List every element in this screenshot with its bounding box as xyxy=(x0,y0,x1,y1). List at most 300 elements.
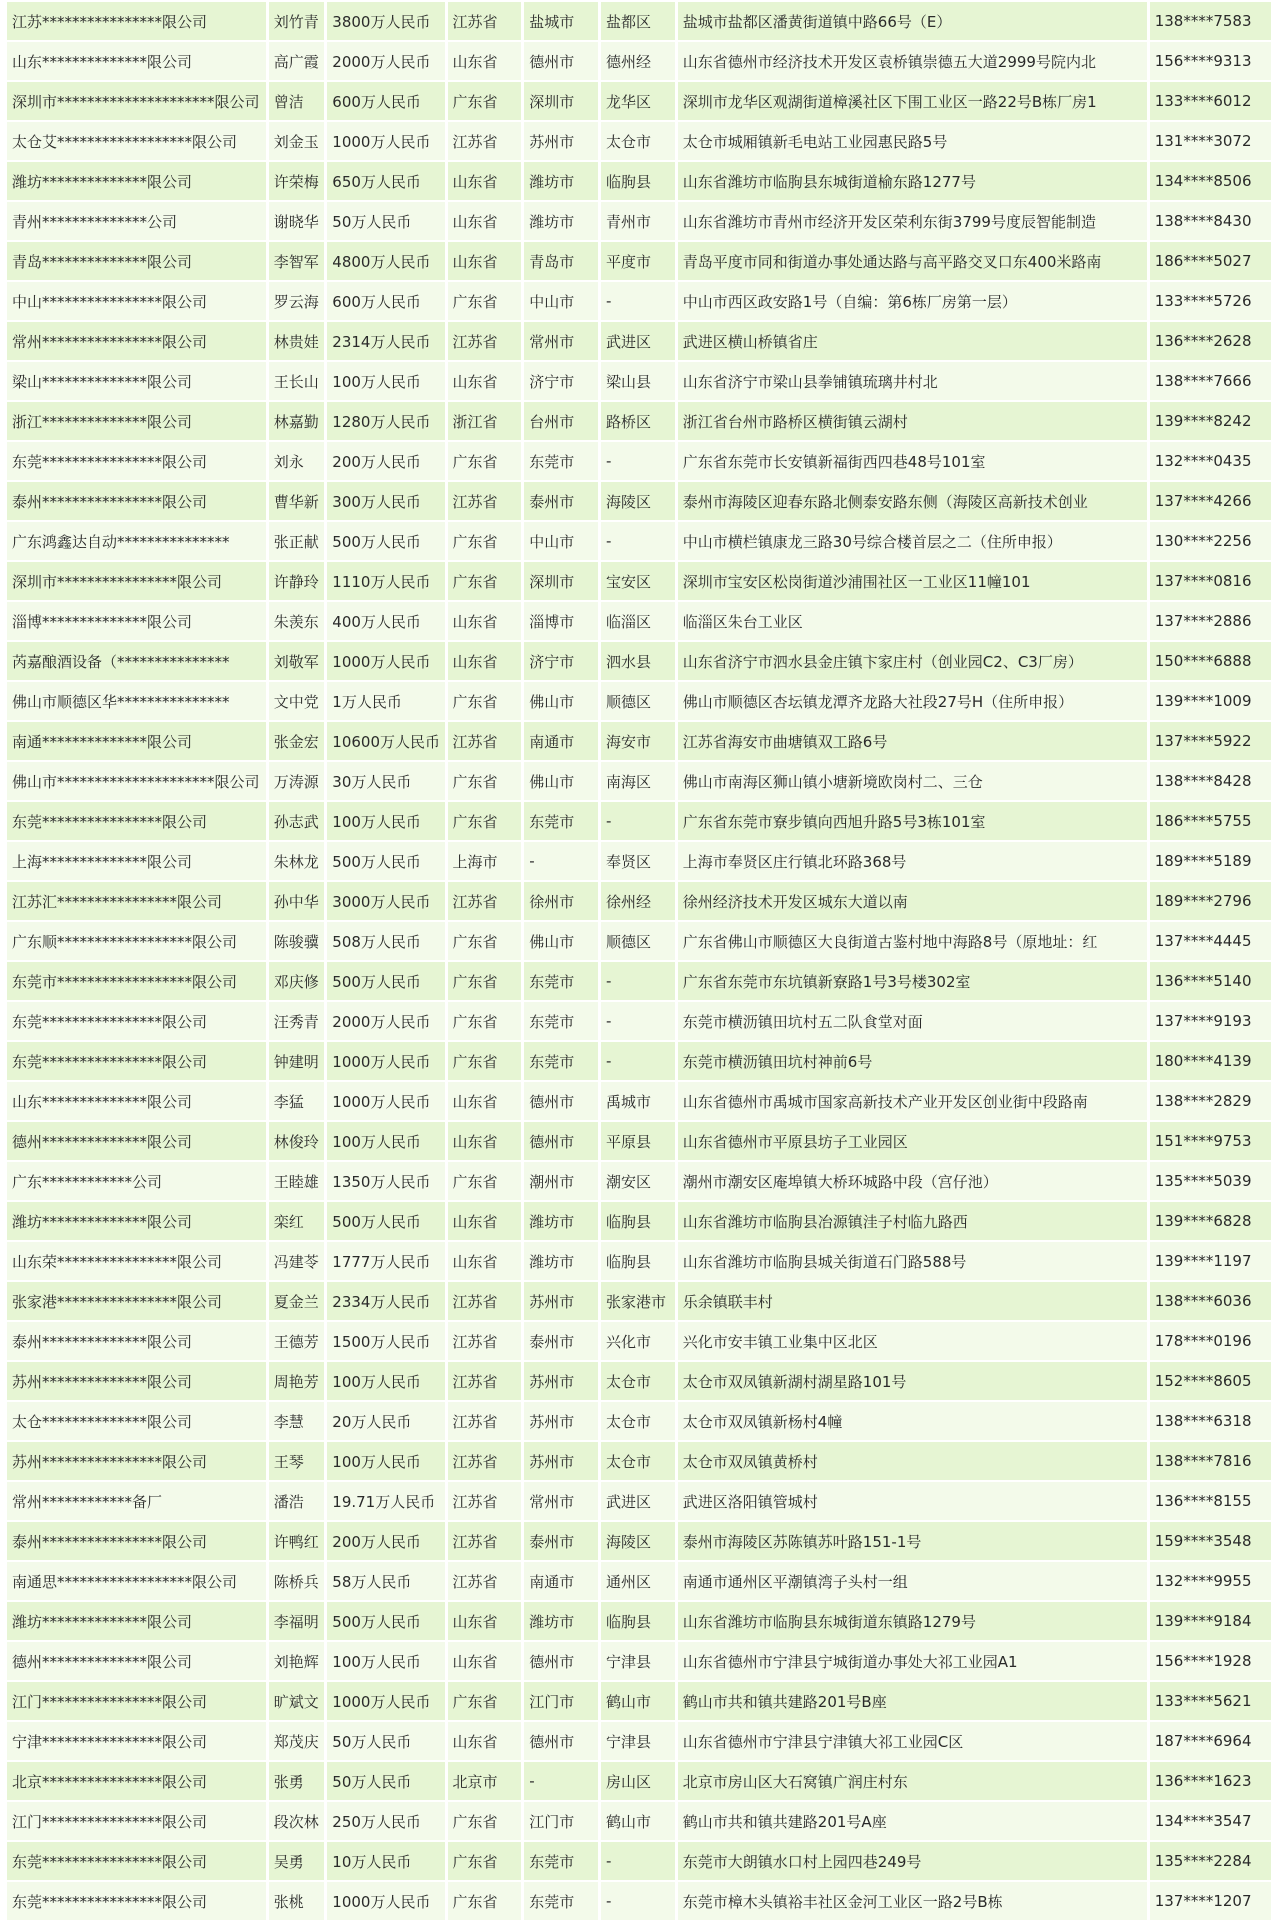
registered-capital-cell: 200万人民币 xyxy=(327,1522,444,1560)
company-name-cell: 苏州**************限公司 xyxy=(7,1362,266,1400)
legal-person-cell: 高广霞 xyxy=(269,42,325,80)
address-cell: 深圳市宝安区松岗街道沙浦围社区一工业区11幢101 xyxy=(678,562,1147,600)
table-row xyxy=(7,1162,1271,1200)
city-cell: 深圳市 xyxy=(524,562,598,600)
company-name-cell: 东莞****************限公司 xyxy=(7,1882,266,1920)
address-cell: 临淄区朱台工业区 xyxy=(678,602,1147,640)
legal-person-cell: 文中党 xyxy=(269,682,325,720)
registered-capital-cell: 1000万人民币 xyxy=(327,1682,444,1720)
phone-cell: 186****5755 xyxy=(1150,802,1271,840)
city-cell: 南通市 xyxy=(524,722,598,760)
city-cell: 德州市 xyxy=(524,1722,598,1760)
district-cell: 南海区 xyxy=(601,762,675,800)
company-name-cell: 常州****************限公司 xyxy=(7,322,266,360)
company-name-cell: 深圳市*********************限公司 xyxy=(7,82,266,120)
phone-cell: 138****7666 xyxy=(1150,362,1271,400)
table-row xyxy=(7,1602,1271,1640)
district-cell: 临朐县 xyxy=(601,1202,675,1240)
province-cell: 广东省 xyxy=(448,962,522,1000)
city-cell: 潍坊市 xyxy=(524,162,598,200)
address-cell: 江苏省海安市曲塘镇双工路6号 xyxy=(678,722,1147,760)
province-cell: 广东省 xyxy=(448,1002,522,1040)
district-cell: 盐都区 xyxy=(601,2,675,40)
district-cell: 海安市 xyxy=(601,722,675,760)
phone-cell: 136****5140 xyxy=(1150,962,1271,1000)
table-row xyxy=(7,842,1271,880)
table-row xyxy=(7,1842,1271,1880)
company-name-cell: 潍坊**************限公司 xyxy=(7,1202,266,1240)
table-body xyxy=(7,2,1271,1920)
company-name-cell: 江门****************限公司 xyxy=(7,1682,266,1720)
phone-cell: 178****0196 xyxy=(1150,1322,1271,1360)
district-cell: 顺德区 xyxy=(601,682,675,720)
phone-cell: 187****6964 xyxy=(1150,1722,1271,1760)
city-cell: 德州市 xyxy=(524,1082,598,1120)
district-cell: 龙华区 xyxy=(601,82,675,120)
district-cell: - xyxy=(601,522,675,560)
registered-capital-cell: 600万人民币 xyxy=(327,282,444,320)
legal-person-cell: 刘艳辉 xyxy=(269,1642,325,1680)
registered-capital-cell: 500万人民币 xyxy=(327,842,444,880)
registered-capital-cell: 600万人民币 xyxy=(327,82,444,120)
registered-capital-cell: 100万人民币 xyxy=(327,1442,444,1480)
company-name-cell: 山东**************限公司 xyxy=(7,42,266,80)
company-name-cell: 山东荣****************限公司 xyxy=(7,1242,266,1280)
phone-cell: 150****6888 xyxy=(1150,642,1271,680)
city-cell: 泰州市 xyxy=(524,1322,598,1360)
district-cell: 宁津县 xyxy=(601,1722,675,1760)
table-row xyxy=(7,442,1271,480)
province-cell: 江苏省 xyxy=(448,322,522,360)
registered-capital-cell: 20万人民币 xyxy=(327,1402,444,1440)
table-row xyxy=(7,1242,1271,1280)
province-cell: 浙江省 xyxy=(448,402,522,440)
phone-cell: 136****8155 xyxy=(1150,1482,1271,1520)
district-cell: - xyxy=(601,442,675,480)
province-cell: 江苏省 xyxy=(448,1402,522,1440)
table-row xyxy=(7,1202,1271,1240)
phone-cell: 156****1928 xyxy=(1150,1642,1271,1680)
registered-capital-cell: 30万人民币 xyxy=(327,762,444,800)
table-row xyxy=(7,122,1271,160)
address-cell: 徐州经济技术开发区城东大道以南 xyxy=(678,882,1147,920)
address-cell: 山东省潍坊市临朐县冶源镇洼子村临九路西 xyxy=(678,1202,1147,1240)
legal-person-cell: 孙中华 xyxy=(269,882,325,920)
legal-person-cell: 李猛 xyxy=(269,1082,325,1120)
company-name-cell: 宁津****************限公司 xyxy=(7,1722,266,1760)
legal-person-cell: 刘敬军 xyxy=(269,642,325,680)
city-cell: 德州市 xyxy=(524,1642,598,1680)
address-cell: 太仓市双凤镇黄桥村 xyxy=(678,1442,1147,1480)
province-cell: 江苏省 xyxy=(448,1482,522,1520)
table-row xyxy=(7,1042,1271,1080)
phone-cell: 189****5189 xyxy=(1150,842,1271,880)
district-cell: 顺德区 xyxy=(601,922,675,960)
city-cell: 泰州市 xyxy=(524,1522,598,1560)
province-cell: 广东省 xyxy=(448,1042,522,1080)
registered-capital-cell: 3000万人民币 xyxy=(327,882,444,920)
company-name-cell: 东莞****************限公司 xyxy=(7,1842,266,1880)
address-cell: 浙江省台州市路桥区横街镇云湖村 xyxy=(678,402,1147,440)
phone-cell: 186****5027 xyxy=(1150,242,1271,280)
phone-cell: 133****5726 xyxy=(1150,282,1271,320)
registered-capital-cell: 500万人民币 xyxy=(327,1602,444,1640)
registered-capital-cell: 1280万人民币 xyxy=(327,402,444,440)
legal-person-cell: 张金宏 xyxy=(269,722,325,760)
phone-cell: 180****4139 xyxy=(1150,1042,1271,1080)
legal-person-cell: 李智军 xyxy=(269,242,325,280)
legal-person-cell: 潘浩 xyxy=(269,1482,325,1520)
table-row xyxy=(7,2,1271,40)
city-cell: 德州市 xyxy=(524,42,598,80)
legal-person-cell: 王德芳 xyxy=(269,1322,325,1360)
registered-capital-cell: 100万人民币 xyxy=(327,1362,444,1400)
province-cell: 山东省 xyxy=(448,642,522,680)
province-cell: 山东省 xyxy=(448,42,522,80)
registered-capital-cell: 58万人民币 xyxy=(327,1562,444,1600)
table-row xyxy=(7,1722,1271,1760)
city-cell: 潍坊市 xyxy=(524,1602,598,1640)
district-cell: 泗水县 xyxy=(601,642,675,680)
address-cell: 东莞市大朗镇水口村上园四巷249号 xyxy=(678,1842,1147,1880)
province-cell: 山东省 xyxy=(448,602,522,640)
province-cell: 山东省 xyxy=(448,162,522,200)
company-name-cell: 深圳市****************限公司 xyxy=(7,562,266,600)
legal-person-cell: 王睦雄 xyxy=(269,1162,325,1200)
district-cell: 临朐县 xyxy=(601,162,675,200)
legal-person-cell: 刘竹青 xyxy=(269,2,325,40)
table-row xyxy=(7,1482,1271,1520)
address-cell: 泰州市海陵区迎春东路北侧泰安路东侧（海陵区高新技术创业 xyxy=(678,482,1147,520)
address-cell: 上海市奉贤区庄行镇北环路368号 xyxy=(678,842,1147,880)
phone-cell: 152****8605 xyxy=(1150,1362,1271,1400)
table-row xyxy=(7,762,1271,800)
table-row xyxy=(7,1762,1271,1800)
address-cell: 泰州市海陵区苏陈镇苏叶路151-1号 xyxy=(678,1522,1147,1560)
registered-capital-cell: 50万人民币 xyxy=(327,1722,444,1760)
district-cell: 武进区 xyxy=(601,322,675,360)
company-name-cell: 淄博**************限公司 xyxy=(7,602,266,640)
company-table xyxy=(4,0,1274,1922)
city-cell: 常州市 xyxy=(524,322,598,360)
address-cell: 鹤山市共和镇共建路201号B座 xyxy=(678,1682,1147,1720)
table-row xyxy=(7,1642,1271,1680)
city-cell: 东莞市 xyxy=(524,962,598,1000)
registered-capital-cell: 500万人民币 xyxy=(327,1202,444,1240)
province-cell: 广东省 xyxy=(448,682,522,720)
phone-cell: 138****8430 xyxy=(1150,202,1271,240)
district-cell: 临朐县 xyxy=(601,1602,675,1640)
registered-capital-cell: 1000万人民币 xyxy=(327,642,444,680)
phone-cell: 138****2829 xyxy=(1150,1082,1271,1120)
phone-cell: 138****6318 xyxy=(1150,1402,1271,1440)
address-cell: 广东省东莞市长安镇新福街西四巷48号101室 xyxy=(678,442,1147,480)
city-cell: 青岛市 xyxy=(524,242,598,280)
address-cell: 广东省东莞市寮步镇向西旭升路5号3栋101室 xyxy=(678,802,1147,840)
district-cell: 太仓市 xyxy=(601,1402,675,1440)
phone-cell: 139****9184 xyxy=(1150,1602,1271,1640)
registered-capital-cell: 1777万人民币 xyxy=(327,1242,444,1280)
company-name-cell: 上海**************限公司 xyxy=(7,842,266,880)
address-cell: 太仓市双凤镇新湖村湖星路101号 xyxy=(678,1362,1147,1400)
table-row xyxy=(7,1882,1271,1920)
address-cell: 青岛平度市同和街道办事处通达路与高平路交叉口东400米路南 xyxy=(678,242,1147,280)
address-cell: 佛山市顺德区杏坛镇龙潭齐龙路大社段27号H（住所申报） xyxy=(678,682,1147,720)
legal-person-cell: 旷斌文 xyxy=(269,1682,325,1720)
city-cell: 徐州市 xyxy=(524,882,598,920)
registered-capital-cell: 100万人民币 xyxy=(327,1642,444,1680)
city-cell: 潍坊市 xyxy=(524,1242,598,1280)
district-cell: 平度市 xyxy=(601,242,675,280)
province-cell: 北京市 xyxy=(448,1762,522,1800)
city-cell: 苏州市 xyxy=(524,1282,598,1320)
phone-cell: 134****3547 xyxy=(1150,1802,1271,1840)
legal-person-cell: 郑茂庆 xyxy=(269,1722,325,1760)
city-cell: 中山市 xyxy=(524,522,598,560)
legal-person-cell: 李福明 xyxy=(269,1602,325,1640)
city-cell: 济宁市 xyxy=(524,362,598,400)
company-name-cell: 青岛**************限公司 xyxy=(7,242,266,280)
legal-person-cell: 段次林 xyxy=(269,1802,325,1840)
address-cell: 东莞市横沥镇田坑村五二队食堂对面 xyxy=(678,1002,1147,1040)
company-name-cell: 太仓**************限公司 xyxy=(7,1402,266,1440)
address-cell: 中山市西区政安路1号（自编：第6栋厂房第一层） xyxy=(678,282,1147,320)
table-row xyxy=(7,162,1271,200)
table-row xyxy=(7,882,1271,920)
province-cell: 山东省 xyxy=(448,1642,522,1680)
phone-cell: 138****7816 xyxy=(1150,1442,1271,1480)
table-row xyxy=(7,1402,1271,1440)
phone-cell: 151****9753 xyxy=(1150,1122,1271,1160)
phone-cell: 139****8242 xyxy=(1150,402,1271,440)
table-row xyxy=(7,802,1271,840)
table-row xyxy=(7,362,1271,400)
province-cell: 山东省 xyxy=(448,242,522,280)
district-cell: 路桥区 xyxy=(601,402,675,440)
address-cell: 山东省济宁市泗水县金庄镇卞家庄村（创业园C2、C3厂房） xyxy=(678,642,1147,680)
phone-cell: 159****3548 xyxy=(1150,1522,1271,1560)
registered-capital-cell: 2314万人民币 xyxy=(327,322,444,360)
province-cell: 山东省 xyxy=(448,1202,522,1240)
phone-cell: 135****2284 xyxy=(1150,1842,1271,1880)
city-cell: 佛山市 xyxy=(524,922,598,960)
registered-capital-cell: 1000万人民币 xyxy=(327,1882,444,1920)
province-cell: 江苏省 xyxy=(448,1522,522,1560)
company-name-cell: 浙江**************限公司 xyxy=(7,402,266,440)
company-name-cell: 梁山**************限公司 xyxy=(7,362,266,400)
registered-capital-cell: 4800万人民币 xyxy=(327,242,444,280)
legal-person-cell: 万涛源 xyxy=(269,762,325,800)
city-cell: 泰州市 xyxy=(524,482,598,520)
table-row xyxy=(7,1082,1271,1120)
province-cell: 江苏省 xyxy=(448,482,522,520)
address-cell: 中山市横栏镇康龙三路30号综合楼首层之二（住所申报） xyxy=(678,522,1147,560)
legal-person-cell: 朱羡东 xyxy=(269,602,325,640)
address-cell: 乐余镇联丰村 xyxy=(678,1282,1147,1320)
province-cell: 江苏省 xyxy=(448,882,522,920)
province-cell: 广东省 xyxy=(448,762,522,800)
district-cell: 德州经 xyxy=(601,42,675,80)
province-cell: 广东省 xyxy=(448,1682,522,1720)
phone-cell: 137****0816 xyxy=(1150,562,1271,600)
registered-capital-cell: 1万人民币 xyxy=(327,682,444,720)
company-name-cell: 潍坊**************限公司 xyxy=(7,162,266,200)
province-cell: 广东省 xyxy=(448,522,522,560)
address-cell: 鹤山市共和镇共建路201号A座 xyxy=(678,1802,1147,1840)
registered-capital-cell: 300万人民币 xyxy=(327,482,444,520)
registered-capital-cell: 1000万人民币 xyxy=(327,1042,444,1080)
table-row xyxy=(7,42,1271,80)
table-row xyxy=(7,82,1271,120)
city-cell: 潮州市 xyxy=(524,1162,598,1200)
legal-person-cell: 曹华新 xyxy=(269,482,325,520)
registered-capital-cell: 10600万人民币 xyxy=(327,722,444,760)
city-cell: 江门市 xyxy=(524,1802,598,1840)
registered-capital-cell: 508万人民币 xyxy=(327,922,444,960)
registered-capital-cell: 1350万人民币 xyxy=(327,1162,444,1200)
table-row xyxy=(7,1802,1271,1840)
legal-person-cell: 刘永 xyxy=(269,442,325,480)
address-cell: 太仓市城厢镇新毛电站工业园惠民路5号 xyxy=(678,122,1147,160)
district-cell: 张家港市 xyxy=(601,1282,675,1320)
phone-cell: 136****2628 xyxy=(1150,322,1271,360)
district-cell: 徐州经 xyxy=(601,882,675,920)
table-row xyxy=(7,962,1271,1000)
phone-cell: 135****5039 xyxy=(1150,1162,1271,1200)
province-cell: 山东省 xyxy=(448,1082,522,1120)
province-cell: 山东省 xyxy=(448,1602,522,1640)
table-row xyxy=(7,402,1271,440)
address-cell: 山东省德州市经济技术开发区袁桥镇崇德五大道2999号院内北 xyxy=(678,42,1147,80)
legal-person-cell: 林嘉勤 xyxy=(269,402,325,440)
company-name-cell: 广东顺******************限公司 xyxy=(7,922,266,960)
legal-person-cell: 冯建苓 xyxy=(269,1242,325,1280)
province-cell: 广东省 xyxy=(448,802,522,840)
phone-cell: 136****1623 xyxy=(1150,1762,1271,1800)
phone-cell: 134****8506 xyxy=(1150,162,1271,200)
company-name-cell: 张家港****************限公司 xyxy=(7,1282,266,1320)
address-cell: 山东省德州市宁津县宁城街道办事处大祁工业园A1 xyxy=(678,1642,1147,1680)
phone-cell: 137****4266 xyxy=(1150,482,1271,520)
table-row xyxy=(7,922,1271,960)
city-cell: - xyxy=(524,1762,598,1800)
company-name-cell: 太仓艾******************限公司 xyxy=(7,122,266,160)
city-cell: 南通市 xyxy=(524,1562,598,1600)
legal-person-cell: 张桃 xyxy=(269,1882,325,1920)
legal-person-cell: 刘金玉 xyxy=(269,122,325,160)
company-name-cell: 广东************公司 xyxy=(7,1162,266,1200)
address-cell: 北京市房山区大石窝镇广润庄村东 xyxy=(678,1762,1147,1800)
city-cell: 常州市 xyxy=(524,1482,598,1520)
company-name-cell: 江门****************限公司 xyxy=(7,1802,266,1840)
address-cell: 武进区横山桥镇省庄 xyxy=(678,322,1147,360)
legal-person-cell: 林俊玲 xyxy=(269,1122,325,1160)
legal-person-cell: 陈骏骥 xyxy=(269,922,325,960)
city-cell: 中山市 xyxy=(524,282,598,320)
address-cell: 盐城市盐都区潘黄街道镇中路66号（E） xyxy=(678,2,1147,40)
table-row xyxy=(7,1362,1271,1400)
city-cell: 东莞市 xyxy=(524,1042,598,1080)
company-name-cell: 泰州**************限公司 xyxy=(7,1322,266,1360)
city-cell: 济宁市 xyxy=(524,642,598,680)
province-cell: 江苏省 xyxy=(448,122,522,160)
company-name-cell: 南通**************限公司 xyxy=(7,722,266,760)
address-cell: 东莞市横沥镇田坑村神前6号 xyxy=(678,1042,1147,1080)
phone-cell: 137****5922 xyxy=(1150,722,1271,760)
phone-cell: 139****1009 xyxy=(1150,682,1271,720)
registered-capital-cell: 100万人民币 xyxy=(327,362,444,400)
district-cell: - xyxy=(601,962,675,1000)
province-cell: 山东省 xyxy=(448,362,522,400)
city-cell: 东莞市 xyxy=(524,802,598,840)
registered-capital-cell: 400万人民币 xyxy=(327,602,444,640)
province-cell: 广东省 xyxy=(448,82,522,120)
province-cell: 广东省 xyxy=(448,282,522,320)
registered-capital-cell: 1500万人民币 xyxy=(327,1322,444,1360)
district-cell: - xyxy=(601,1842,675,1880)
table-row xyxy=(7,242,1271,280)
registered-capital-cell: 50万人民币 xyxy=(327,202,444,240)
city-cell: 江门市 xyxy=(524,1682,598,1720)
phone-cell: 132****0435 xyxy=(1150,442,1271,480)
table-row xyxy=(7,1282,1271,1320)
province-cell: 江苏省 xyxy=(448,1322,522,1360)
city-cell: - xyxy=(524,842,598,880)
district-cell: 宁津县 xyxy=(601,1642,675,1680)
province-cell: 广东省 xyxy=(448,562,522,600)
district-cell: 梁山县 xyxy=(601,362,675,400)
district-cell: 海陵区 xyxy=(601,482,675,520)
address-cell: 潮州市潮安区庵埠镇大桥环城路中段（宫仔池） xyxy=(678,1162,1147,1200)
registered-capital-cell: 10万人民币 xyxy=(327,1842,444,1880)
table-row xyxy=(7,1682,1271,1720)
registered-capital-cell: 250万人民币 xyxy=(327,1802,444,1840)
address-cell: 山东省德州市禹城市国家高新技术产业开发区创业街中段路南 xyxy=(678,1082,1147,1120)
city-cell: 佛山市 xyxy=(524,682,598,720)
province-cell: 广东省 xyxy=(448,1882,522,1920)
district-cell: 通州区 xyxy=(601,1562,675,1600)
company-name-cell: 东莞****************限公司 xyxy=(7,1002,266,1040)
company-name-cell: 南通思******************限公司 xyxy=(7,1562,266,1600)
company-name-cell: 泰州****************限公司 xyxy=(7,482,266,520)
phone-cell: 139****1197 xyxy=(1150,1242,1271,1280)
district-cell: 武进区 xyxy=(601,1482,675,1520)
district-cell: 房山区 xyxy=(601,1762,675,1800)
district-cell: 临朐县 xyxy=(601,1242,675,1280)
district-cell: 潮安区 xyxy=(601,1162,675,1200)
table-row xyxy=(7,282,1271,320)
registered-capital-cell: 2334万人民币 xyxy=(327,1282,444,1320)
district-cell: 奉贤区 xyxy=(601,842,675,880)
table-row xyxy=(7,682,1271,720)
phone-cell: 137****1207 xyxy=(1150,1882,1271,1920)
table-row xyxy=(7,1322,1271,1360)
company-name-cell: 江苏****************限公司 xyxy=(7,2,266,40)
phone-cell: 137****9193 xyxy=(1150,1002,1271,1040)
province-cell: 上海市 xyxy=(448,842,522,880)
city-cell: 佛山市 xyxy=(524,762,598,800)
legal-person-cell: 谢晓华 xyxy=(269,202,325,240)
district-cell: 临淄区 xyxy=(601,602,675,640)
province-cell: 山东省 xyxy=(448,1122,522,1160)
registered-capital-cell: 500万人民币 xyxy=(327,522,444,560)
district-cell: 太仓市 xyxy=(601,122,675,160)
address-cell: 山东省潍坊市临朐县东城街道东镇路1279号 xyxy=(678,1602,1147,1640)
district-cell: 宝安区 xyxy=(601,562,675,600)
city-cell: 淄博市 xyxy=(524,602,598,640)
phone-cell: 138****8428 xyxy=(1150,762,1271,800)
legal-person-cell: 栾红 xyxy=(269,1202,325,1240)
